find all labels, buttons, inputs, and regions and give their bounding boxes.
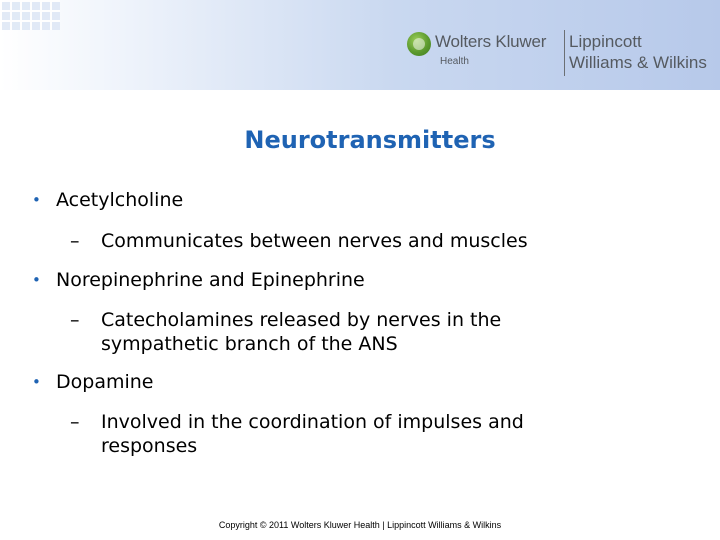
dash-icon: – (70, 411, 80, 433)
wolters-kluwer-logo-icon (407, 32, 431, 56)
bullet-text: Acetylcholine (56, 189, 184, 211)
bullet-dot-icon: • (32, 271, 41, 289)
publisher-logo (407, 28, 717, 80)
health-label: Health (440, 56, 469, 67)
sub-bullet-text: Catecholamines released by nerves in the sympathetic branch of the ANS (101, 309, 502, 355)
lww-line-1: Lippincott (569, 32, 642, 51)
logo-divider (564, 30, 565, 76)
wolters-kluwer-wordmark: Wolters Kluwer (435, 32, 547, 51)
bullet-dot-icon: • (32, 191, 41, 209)
lww-wordmark (569, 31, 707, 73)
dash-icon: – (70, 230, 80, 252)
lww-line-2: Williams & Wilkins (569, 53, 707, 72)
bullet-text: Dopamine (56, 371, 154, 393)
copyright-footer: Copyright © 2011 Wolters Kluwer Health | Lippincott Williams & Wilkins (218, 520, 502, 530)
decorative-grid (0, 0, 60, 30)
slide-title: Neurotransmitters (244, 126, 496, 154)
bullet-text: Norepinephrine and Epinephrine (56, 269, 365, 291)
sub-bullet-text: Communicates between nerves and muscles (101, 230, 528, 252)
sub-bullet-text: Involved in the coordination of impulses and responses (101, 411, 524, 457)
bullet-dot-icon: • (32, 373, 41, 391)
dash-icon: – (70, 309, 80, 331)
